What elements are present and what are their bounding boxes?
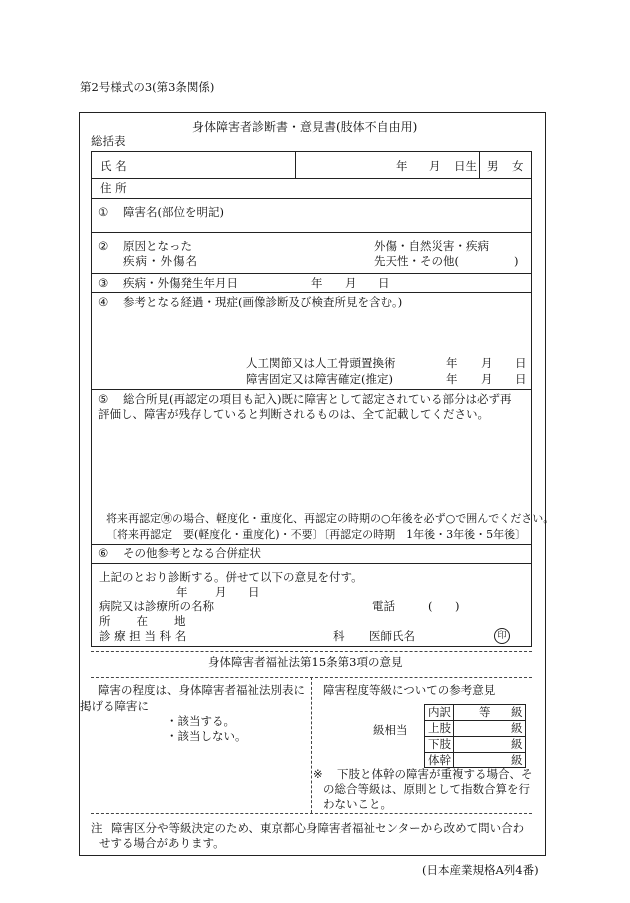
sex-male[interactable]: 男 — [487, 159, 499, 173]
item6-label: その他参考となる合併症状 — [123, 546, 261, 560]
item3-month: 月 — [345, 276, 357, 290]
option-applicable[interactable]: ・該当する。 — [166, 714, 235, 728]
item5-num: ⑤ — [98, 392, 109, 406]
item6-num: ⑥ — [98, 546, 109, 560]
diagnosis-month: 月 — [215, 585, 227, 599]
item4-fixed-day: 日 — [515, 372, 527, 386]
birth-month: 月 — [429, 159, 441, 173]
grade-row-header-unit: 級 — [511, 705, 523, 719]
item5-line1: 総合所見(再認定の項目も記入)既に障害として認定されている部分は必ず再 — [123, 392, 512, 406]
hospital-label: 病院又は診療所の名称 — [99, 599, 214, 613]
birth-year: 年 — [396, 159, 408, 173]
item1-num: ① — [98, 205, 109, 219]
footer-note-mark: 注 — [91, 821, 103, 835]
item2-label1: 原因となった — [123, 239, 192, 253]
opinion-left-line1: 障害の程度は、身体障害者福祉法別表に — [98, 683, 305, 697]
item4-label: 参考となる経過・現症(画像診断及び検査所見を含む。) — [123, 295, 403, 309]
item5-line2: 評価し、障害が残存していると判断されるものは、全て記載してください。 — [98, 407, 489, 421]
grade-table — [424, 704, 526, 768]
form-number: 第2号様式の3(第3条関係) — [80, 80, 215, 94]
item1-label: 障害名(部位を明記) — [123, 205, 224, 219]
name-label: 氏 名 — [100, 159, 127, 173]
grade-note-line3: わないこと。 — [323, 797, 392, 811]
grade-opinion-title: 障害程度等級についての参考意見 — [323, 683, 496, 697]
item5-recert: 〔将来再認定 要(軽度化・重度化)・不要〕〔再認定の時期 1年後・3年後・5年後〕 — [106, 528, 527, 541]
grade-note-line1: 下肢と体幹の障害が重複する場合、そ — [337, 767, 533, 781]
footer-note-line1: 障害区分や等級決定のため、東京都心身障害者福祉センターから改めて問い合わ — [111, 821, 525, 835]
doctor-label: 医師氏名 — [369, 629, 415, 643]
location-label: 所 在 地 — [99, 614, 187, 628]
birth-day: 日生 — [454, 159, 477, 173]
item4-joint-day: 日 — [515, 356, 527, 370]
diagnosis-statement: 上記のとおり診断する。併せて以下の意見を付す。 — [99, 570, 363, 584]
phone-paren-open: ( — [428, 599, 433, 613]
item3-day: 日 — [378, 276, 390, 290]
item2-option1: 外傷・自然災害・疾病 — [374, 239, 489, 253]
grade-row-lower-unit: 級 — [511, 737, 523, 751]
phone-label: 電話 — [372, 599, 395, 613]
diagnosis-day: 日 — [248, 585, 260, 599]
item2-option2-close: ) — [514, 254, 519, 268]
grade-row-upper-unit: 級 — [511, 721, 523, 735]
item3-label: 疾病・外傷発生年月日 — [123, 276, 238, 290]
item2-label2: 疾病・外傷名 — [123, 254, 198, 268]
item3-num: ③ — [98, 276, 109, 290]
item3-year: 年 — [311, 276, 323, 290]
grade-note-mark: ※ — [313, 767, 323, 781]
dept-label: 診 療 担 当 科 名 — [99, 629, 187, 643]
summary-label: 総括表 — [91, 134, 126, 148]
grade-equivalent-label: 級相当 — [373, 723, 408, 737]
item2-option2: 先天性・その他( — [374, 254, 459, 268]
form-title: 身体障害者診断書・意見書(肢体不自由用) — [192, 120, 418, 134]
item5-note: 将来再認定㊚の場合、軽度化・重度化、再認定の時期の○年後を必ず○で囲んでください。 — [106, 512, 555, 525]
item4-joint-label: 人工関節又は人工骨頭置換術 — [246, 356, 396, 370]
diagnosis-year: 年 — [176, 585, 188, 599]
grade-note-line2: の総合等級は、原則として指数合算を行 — [323, 782, 530, 796]
item4-fixed-month: 月 — [481, 372, 493, 386]
opinion-left-line2: 掲げる障害に — [80, 699, 149, 713]
item4-joint-year: 年 — [446, 356, 458, 370]
footer-note-line2: せする場合があります。 — [99, 836, 225, 850]
grade-row-upper-limb: 上肢 — [428, 721, 451, 735]
grade-row-trunk-unit: 級 — [511, 753, 523, 767]
seal-mark: 印 — [494, 628, 510, 644]
item2-num: ② — [98, 239, 109, 253]
grade-row-trunk: 体幹 — [428, 753, 451, 767]
item4-joint-month: 月 — [481, 356, 493, 370]
item4-fixed-label: 障害固定又は障害確定(推定) — [246, 372, 393, 386]
item4-num: ④ — [98, 295, 109, 309]
jis-standard: (日本産業規格A列4番) — [422, 863, 539, 877]
grade-row-header-part: 内訳 — [428, 705, 451, 719]
address-label: 住 所 — [100, 181, 127, 195]
item4-fixed-year: 年 — [446, 372, 458, 386]
dept-suffix: 科 — [333, 629, 345, 643]
sex-female[interactable]: 女 — [512, 159, 524, 173]
opinion-title: 身体障害者福祉法第15条第3項の意見 — [208, 655, 403, 669]
grade-row-lower-limb: 下肢 — [428, 737, 451, 751]
option-not-applicable[interactable]: ・該当しない。 — [166, 729, 247, 743]
grade-row-header-value: 等 — [479, 705, 491, 719]
phone-paren-close: ) — [455, 599, 460, 613]
